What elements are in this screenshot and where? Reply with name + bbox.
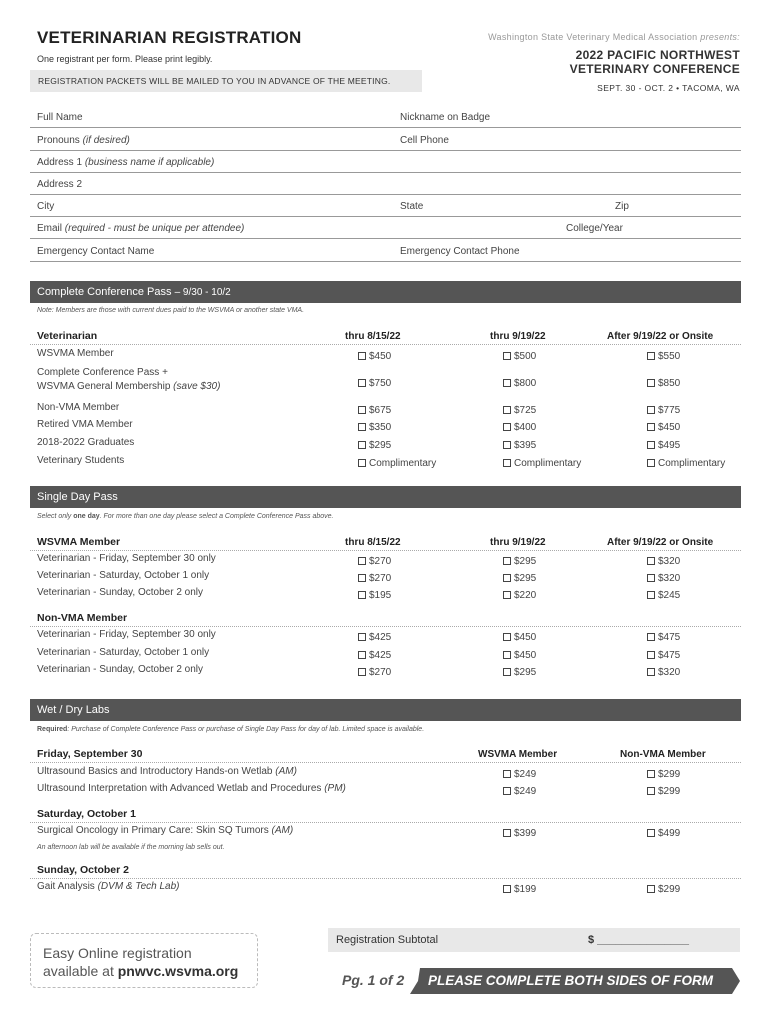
checkbox-icon xyxy=(358,591,366,599)
sd-col-thru-919: thru 9/19/22 xyxy=(490,537,546,548)
college-year-label: College/Year xyxy=(566,223,623,234)
online-registration-box xyxy=(30,933,258,988)
emergency-name-label: Emergency Contact Name xyxy=(37,246,155,257)
col-after-919: After 9/19/22 or Onsite xyxy=(607,331,714,342)
checkbox-icon xyxy=(647,770,655,778)
address2-field[interactable] xyxy=(30,194,741,195)
row-label-line1: Complete Conference Pass + xyxy=(37,367,168,378)
easy-line2 xyxy=(43,962,257,980)
sd-wsvma-heading: WSVMA Member xyxy=(37,536,121,548)
checkbox-icon xyxy=(647,651,655,659)
divider xyxy=(30,762,741,763)
presents-word: presents: xyxy=(700,32,740,42)
price: $450 xyxy=(514,632,537,643)
price: $299 xyxy=(658,769,681,780)
checkbox-icon xyxy=(647,591,655,599)
price: $425 xyxy=(369,650,392,661)
price: $450 xyxy=(514,650,537,661)
lab-note: (AM) xyxy=(271,825,294,836)
price: $350 xyxy=(369,422,392,433)
sd-nonvma-sat: Veterinarian - Saturday, October 1 only xyxy=(37,647,210,658)
price: $450 xyxy=(369,351,392,362)
checkbox-icon xyxy=(358,651,366,659)
price: $245 xyxy=(658,590,681,601)
sd-wsvma-sat: Veterinarian - Saturday, October 1 only xyxy=(37,570,210,581)
checkbox-cp-student-2[interactable] xyxy=(503,458,581,469)
checkbox-icon xyxy=(647,633,655,641)
price: $750 xyxy=(369,378,392,389)
lab-col-nonvma: Non-VMA Member xyxy=(620,749,706,760)
conference-dates: SEPT. 30 - OCT. 2 • TACOMA, WA xyxy=(597,83,740,93)
checkbox-icon xyxy=(358,406,366,414)
checkbox-icon xyxy=(358,441,366,449)
checkbox-icon xyxy=(647,885,655,893)
lab-fri-pm xyxy=(37,783,346,794)
lab-sat-heading: Saturday, October 1 xyxy=(37,808,137,820)
checkbox-cp-wsvma-1[interactable] xyxy=(358,351,391,362)
checkbox-sd-nonvma-fri-2[interactable] xyxy=(503,632,536,643)
divider xyxy=(30,878,741,879)
row-label2: WSVMA General Membership xyxy=(37,381,171,392)
checkbox-icon xyxy=(503,633,511,641)
price: Complimentary xyxy=(369,458,437,469)
price: Complimentary xyxy=(514,458,582,469)
checkbox-icon xyxy=(358,668,366,676)
checkbox-lab-fri-am-wsvma[interactable] xyxy=(503,769,536,780)
note-bold: one day xyxy=(73,513,100,520)
conference-name xyxy=(570,48,740,76)
checkbox-sd-wsvma-sat-2[interactable] xyxy=(503,573,536,584)
price: $320 xyxy=(658,556,681,567)
price: $475 xyxy=(658,632,681,643)
checkbox-icon xyxy=(503,668,511,676)
lab-sat-note: An afternoon lab will be available if the morning lab sells out. xyxy=(37,844,225,851)
price: $850 xyxy=(658,378,681,389)
checkbox-icon xyxy=(647,352,655,360)
price: $425 xyxy=(369,632,392,643)
price: $299 xyxy=(658,884,681,895)
checkbox-sd-wsvma-sat-1[interactable] xyxy=(358,573,391,584)
price: $320 xyxy=(658,573,681,584)
price: $475 xyxy=(658,650,681,661)
checkbox-icon xyxy=(647,829,655,837)
lab-label: Ultrasound Interpretation with Advanced Wetlab and Procedures xyxy=(37,783,322,794)
checkbox-icon xyxy=(647,557,655,565)
checkbox-sd-wsvma-sun-3[interactable] xyxy=(647,590,680,601)
checkbox-cp-retired-2[interactable] xyxy=(503,422,536,433)
zip-label: Zip xyxy=(615,201,629,212)
price: $450 xyxy=(658,422,681,433)
sd-wsvma-sun: Veterinarian - Sunday, October 2 only xyxy=(37,587,204,598)
price: $195 xyxy=(369,590,392,601)
conference-name-line1: 2022 PACIFIC NORTHWEST xyxy=(575,48,740,62)
price: $299 xyxy=(658,786,681,797)
checkbox-icon xyxy=(503,651,511,659)
checkbox-icon xyxy=(503,379,511,387)
labs-note-bold: Required xyxy=(37,726,68,733)
checkbox-sd-wsvma-fri-1[interactable] xyxy=(358,556,391,567)
veterinarian-heading: Veterinarian xyxy=(37,330,98,342)
checkbox-icon xyxy=(647,423,655,431)
pronouns-note: (if desired) xyxy=(82,135,130,146)
checkbox-icon xyxy=(503,352,511,360)
checkbox-icon xyxy=(358,352,366,360)
pronouns-label xyxy=(37,135,130,146)
price: $775 xyxy=(658,405,681,416)
checkbox-cp-combo-2[interactable] xyxy=(503,378,536,389)
checkbox-sd-nonvma-sun-1[interactable] xyxy=(358,667,391,678)
city-field[interactable] xyxy=(30,216,741,217)
checkbox-sd-nonvma-fri-1[interactable] xyxy=(358,632,391,643)
emergency-phone-label: Emergency Contact Phone xyxy=(400,246,520,257)
checkbox-lab-sun-nonvma[interactable] xyxy=(647,884,680,895)
checkbox-sd-wsvma-fri-3[interactable] xyxy=(647,556,680,567)
checkbox-cp-retired-1[interactable] xyxy=(358,422,391,433)
lab-col-wsvma: WSVMA Member xyxy=(478,749,558,760)
labs-note-rest: : Purchase of Complete Conference Pass or purchase of Single Day Pass for day of lab. Limited space is available. xyxy=(67,726,425,733)
lab-fri-heading: Friday, September 30 xyxy=(37,748,143,760)
address1-label xyxy=(37,157,214,168)
row-graduates: 2018-2022 Graduates xyxy=(37,437,135,448)
sd-col-thru-815: thru 8/15/22 xyxy=(345,537,401,548)
price: $725 xyxy=(514,405,537,416)
checkbox-icon xyxy=(503,591,511,599)
complete-pass-dates: – 9/30 - 10/2 xyxy=(174,287,231,298)
checkbox-icon xyxy=(503,441,511,449)
checkbox-cp-nonvma-1[interactable] xyxy=(358,405,391,416)
row-pass-plus-membership xyxy=(37,367,220,392)
checkbox-cp-combo-1[interactable] xyxy=(358,378,391,389)
lab-sun-heading: Sunday, October 2 xyxy=(37,864,129,876)
conference-name-line2: VETERINARY CONFERENCE xyxy=(569,62,740,76)
price: $249 xyxy=(514,786,537,797)
presenter-line xyxy=(488,32,740,42)
lab-note: (PM) xyxy=(324,783,346,794)
checkbox-sd-wsvma-sun-1[interactable] xyxy=(358,590,391,601)
checkbox-cp-grad-1[interactable] xyxy=(358,440,391,451)
registration-url[interactable]: pnwvc.wsvma.org xyxy=(117,963,239,979)
pronouns-field[interactable] xyxy=(30,150,741,151)
sd-wsvma-fri: Veterinarian - Friday, September 30 only xyxy=(37,553,216,564)
sd-col-after-919: After 9/19/22 or Onsite xyxy=(607,537,714,548)
price: $495 xyxy=(658,440,681,451)
checkbox-cp-student-1[interactable] xyxy=(358,458,436,469)
price: $220 xyxy=(514,590,537,601)
lab-note: (DVM & Tech Lab) xyxy=(97,881,180,892)
checkbox-cp-retired-3[interactable] xyxy=(647,422,680,433)
sd-nonvma-heading: Non-VMA Member xyxy=(37,612,128,624)
price: $395 xyxy=(514,440,537,451)
lab-sat-am xyxy=(37,825,293,836)
checkbox-lab-sat-wsvma[interactable] xyxy=(503,828,536,839)
presenter-name: Washington State Veterinary Medical Association xyxy=(488,32,698,42)
address1-text: Address 1 xyxy=(37,157,83,168)
complete-both-sides: PLEASE COMPLETE BOTH SIDES OF FORM xyxy=(428,973,714,988)
price: $400 xyxy=(514,422,537,433)
checkbox-lab-fri-pm-wsvma[interactable] xyxy=(503,786,536,797)
checkbox-sd-wsvma-sun-2[interactable] xyxy=(503,590,536,601)
row-wsvma-member: WSVMA Member xyxy=(37,348,114,359)
price: $270 xyxy=(369,667,392,678)
subtotal-field[interactable]: $ _______________ xyxy=(588,934,689,946)
checkbox-cp-student-3[interactable] xyxy=(647,458,725,469)
email-text: Email xyxy=(37,223,63,234)
single-day-bar: Single Day Pass xyxy=(30,486,741,508)
price: $499 xyxy=(658,828,681,839)
checkbox-lab-fri-pm-nonvma[interactable] xyxy=(647,786,680,797)
divider xyxy=(30,626,741,627)
registration-subtotal: Registration Subtotal xyxy=(328,928,740,952)
price: $320 xyxy=(658,667,681,678)
checkbox-icon xyxy=(358,423,366,431)
price: $295 xyxy=(514,667,537,678)
row-label-line2 xyxy=(37,381,220,392)
price: $199 xyxy=(514,884,537,895)
easy-line2-text: available at xyxy=(43,963,118,979)
mailing-notice: REGISTRATION PACKETS WILL BE MAILED TO YOU IN ADVANCE OF THE MEETING. xyxy=(30,70,422,92)
checkbox-icon xyxy=(647,406,655,414)
form-subtitle: One registrant per form. Please print legibly. xyxy=(37,54,213,64)
complete-pass-bar xyxy=(30,281,741,303)
checkbox-icon xyxy=(358,379,366,387)
checkbox-lab-fri-am-nonvma[interactable] xyxy=(647,769,680,780)
col-thru-815: thru 8/15/22 xyxy=(345,331,401,342)
pronouns-text: Pronouns xyxy=(37,135,80,146)
checkbox-icon xyxy=(503,787,511,795)
checkbox-icon xyxy=(503,557,511,565)
checkbox-icon xyxy=(358,459,366,467)
checkbox-sd-nonvma-sat-1[interactable] xyxy=(358,650,391,661)
checkbox-sd-wsvma-fri-2[interactable] xyxy=(503,556,536,567)
price: $270 xyxy=(369,556,392,567)
city-label: City xyxy=(37,201,55,212)
divider xyxy=(30,344,741,345)
checkbox-sd-nonvma-sat-3[interactable] xyxy=(647,650,680,661)
checkbox-lab-sat-nonvma[interactable] xyxy=(647,828,680,839)
easy-line1: Easy Online registration xyxy=(43,945,192,961)
row-retired: Retired VMA Member xyxy=(37,419,133,430)
email-field[interactable] xyxy=(30,238,741,239)
checkbox-sd-nonvma-sun-3[interactable] xyxy=(647,667,680,678)
checkbox-cp-grad-2[interactable] xyxy=(503,440,536,451)
member-note: Note: Members are those with current dues paid to the WSVMA or another state VMA. xyxy=(37,307,305,314)
lab-note: (AM) xyxy=(275,766,297,777)
cell-phone-label: Cell Phone xyxy=(400,135,449,146)
checkbox-icon xyxy=(358,633,366,641)
form-title: VETERINARIAN REGISTRATION xyxy=(37,28,302,47)
divider xyxy=(30,822,741,823)
state-label: State xyxy=(400,201,424,212)
checkbox-icon xyxy=(358,574,366,582)
labs-note xyxy=(37,726,424,733)
price: $295 xyxy=(514,573,537,584)
note-pre: Select only xyxy=(37,513,74,520)
price: $270 xyxy=(369,573,392,584)
checkbox-icon xyxy=(503,574,511,582)
price: $675 xyxy=(369,405,392,416)
checkbox-cp-nonvma-2[interactable] xyxy=(503,405,536,416)
complete-pass-title: Complete Conference Pass xyxy=(37,286,172,298)
checkbox-icon xyxy=(647,441,655,449)
lab-label: Gait Analysis xyxy=(37,881,95,892)
full-name-field[interactable] xyxy=(30,127,741,128)
email-label xyxy=(37,223,244,234)
checkbox-icon xyxy=(503,423,511,431)
address1-note: (business name if applicable) xyxy=(84,157,215,168)
sd-nonvma-fri: Veterinarian - Friday, September 30 only xyxy=(37,629,216,640)
price: Complimentary xyxy=(658,458,726,469)
emergency-field[interactable] xyxy=(30,261,741,262)
address1-field[interactable] xyxy=(30,172,741,173)
lab-label: Surgical Oncology in Primary Care: Skin SQ Tumors xyxy=(37,825,269,836)
checkbox-icon xyxy=(647,787,655,795)
labs-bar: Wet / Dry Labs xyxy=(30,699,741,721)
checkbox-cp-grad-3[interactable] xyxy=(647,440,680,451)
email-note: (required - must be unique per attendee) xyxy=(64,223,245,234)
checkbox-icon xyxy=(647,668,655,676)
row-non-vma: Non-VMA Member xyxy=(37,402,120,413)
lab-sun-gait xyxy=(37,881,179,892)
price: $500 xyxy=(514,351,537,362)
price: $800 xyxy=(514,378,537,389)
price: $249 xyxy=(514,769,537,780)
checkbox-cp-wsvma-3[interactable] xyxy=(647,351,680,362)
lab-label: Ultrasound Basics and Introductory Hands-on Wetlab xyxy=(37,766,273,777)
price: $399 xyxy=(514,828,537,839)
checkbox-icon xyxy=(647,379,655,387)
page-number: Pg. 1 of 2 xyxy=(342,972,405,988)
row-students: Veterinary Students xyxy=(37,455,125,466)
checkbox-cp-wsvma-2[interactable] xyxy=(503,351,536,362)
checkbox-sd-wsvma-sat-3[interactable] xyxy=(647,573,680,584)
sd-nonvma-sun: Veterinarian - Sunday, October 2 only xyxy=(37,664,204,675)
price: $550 xyxy=(658,351,681,362)
checkbox-icon xyxy=(647,459,655,467)
checkbox-icon xyxy=(503,459,511,467)
checkbox-icon xyxy=(503,406,511,414)
address2-label: Address 2 xyxy=(37,179,83,190)
single-day-note xyxy=(37,513,334,520)
checkbox-cp-nonvma-3[interactable] xyxy=(647,405,680,416)
checkbox-icon xyxy=(647,574,655,582)
checkbox-lab-sun-wsvma[interactable] xyxy=(503,884,536,895)
note-post: . For more than one day please select a Complete Conference Pass above. xyxy=(99,513,334,520)
price: $295 xyxy=(514,556,537,567)
checkbox-icon xyxy=(503,885,511,893)
col-thru-919: thru 9/19/22 xyxy=(490,331,546,342)
checkbox-sd-nonvma-fri-3[interactable] xyxy=(647,632,680,643)
checkbox-cp-combo-3[interactable] xyxy=(647,378,680,389)
nickname-label: Nickname on Badge xyxy=(400,112,491,123)
savings-note: (save $30) xyxy=(173,381,221,392)
full-name-label: Full Name xyxy=(37,112,83,123)
lab-fri-am xyxy=(37,766,297,777)
checkbox-icon xyxy=(503,829,511,837)
price: $295 xyxy=(369,440,392,451)
checkbox-sd-nonvma-sun-2[interactable] xyxy=(503,667,536,678)
checkbox-sd-nonvma-sat-2[interactable] xyxy=(503,650,536,661)
checkbox-icon xyxy=(358,557,366,565)
checkbox-icon xyxy=(503,770,511,778)
divider xyxy=(30,550,741,551)
